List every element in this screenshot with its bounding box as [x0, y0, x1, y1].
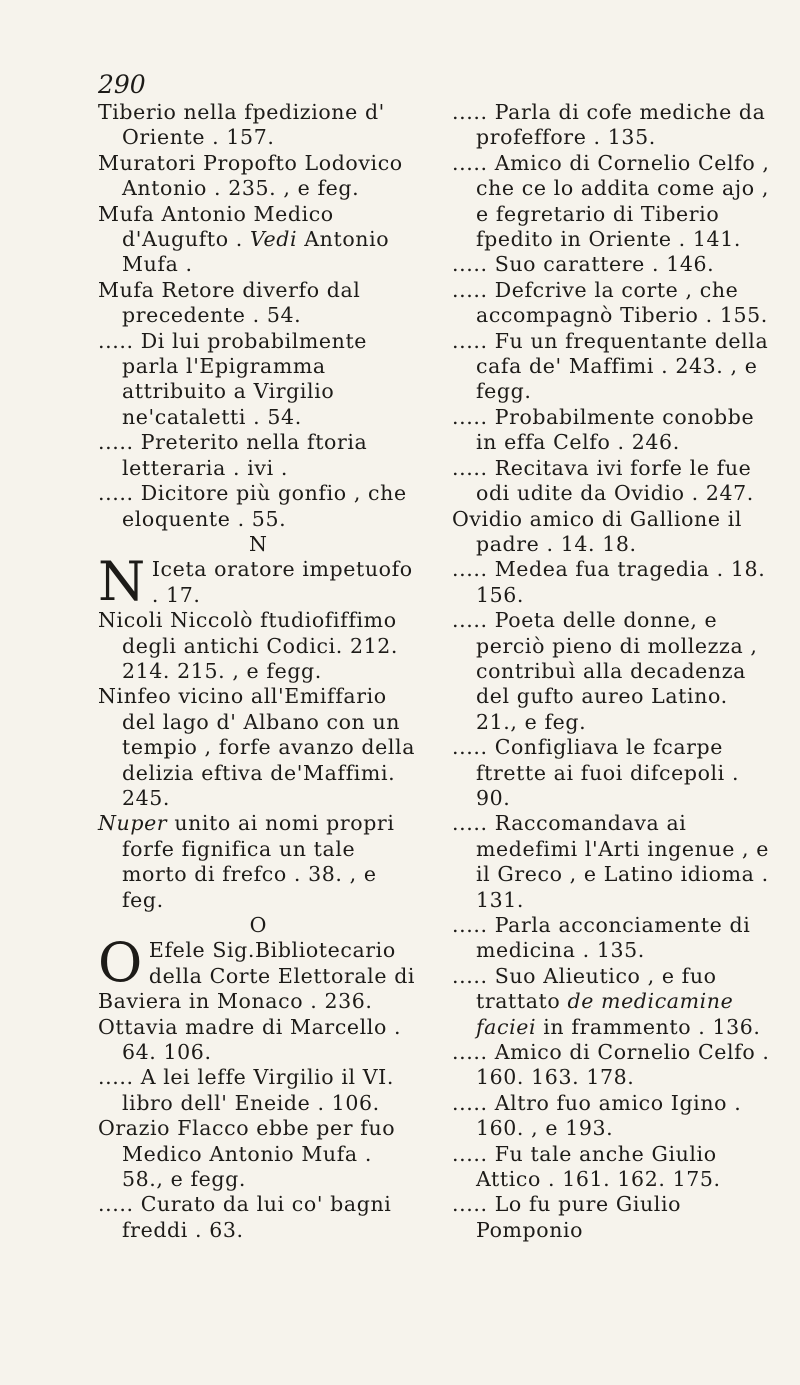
section-letter: N — [249, 531, 267, 556]
index-entry: ..... Preterito nella ftoria letteraria . ivi . — [98, 430, 368, 480]
index-entry: ..... A lei leffe Virgilio il VI. libro dell' Eneide . 106. — [98, 1065, 394, 1115]
entry-text: Efele Sig.Bibliotecario della Corte Elettorale di Baviera in Monaco . 236. — [98, 938, 416, 1014]
index-entry: ..... Raccomandava ai medefimi l'Arti ingenue , e il Greco , e Latino idioma . 131. — [452, 811, 770, 912]
index-entry: ..... Amico di Cornelio Celfo . 160. 163. 178. — [452, 1040, 770, 1090]
entry-italic-text: de medicamine faciei — [476, 989, 734, 1039]
index-entry: ..... Recitava ivi forfe le fue odi udite da Ovidio . 247. — [452, 455, 754, 506]
index-entry: Tiberio nella fpedizione d' Oriente . 157. — [98, 100, 385, 150]
index-entry: ..... Lo fu pure Giulio Pomponio — [452, 1192, 682, 1242]
index-entry: ..... Fu tale anche Giulio Attico . 161. 162. 175. — [452, 1141, 721, 1192]
index-entry: ..... Altro fuo amico Igino . 160. , e 193. — [452, 1090, 742, 1141]
entry-text: ..... Suo Alieutico , e fuo trattato — [452, 963, 717, 1014]
index-entry: ..... Parla acconciamente di medicina . 135. — [452, 913, 751, 963]
index-entry — [98, 811, 418, 913]
index-entry: Ninfeo vicino all'Emiffario del lago d' Albano con un tempio , forfe avanzo della delizia eftiva de'Maffimi. 245. — [98, 684, 416, 810]
section-letter: O — [249, 913, 267, 937]
entry-text: Mufa Antonio Medico d'Augufto . — [98, 201, 334, 252]
entry-text: Iceta oratore impetuofo . 17. — [151, 557, 413, 607]
index-entry: ..... Medea fua tragedia . 18. 156. — [452, 557, 766, 607]
index-entry: Ovidio amico di Gallione il padre . 14. 18. — [452, 506, 743, 556]
index-entry: ..... Suo carattere . 146. — [452, 252, 715, 277]
index-entry: Orazio Flacco ebbe per fuo Medico Antonio Mufa . 58., e fegg. — [98, 1116, 396, 1192]
index-entry: ..... Fu un frequentante della cafa de' Maffimi . 243. , e fegg. — [452, 328, 769, 404]
index-entry: ..... Poeta delle donne, e perciò pieno di mollezza , contribuì alla decadenza del gufto aureo Latino. 21., e feg. — [452, 608, 758, 734]
index-entry — [452, 964, 770, 1040]
index-entry: Muratori Propofto Lodovico Antonio . 235. , e feg. — [98, 150, 403, 201]
index-column-right — [452, 100, 770, 1243]
drop-cap: O — [98, 931, 143, 995]
index-entry: ..... Dicitore più gonfio , che eloquente . 55. — [98, 481, 407, 531]
index-column-left — [98, 100, 418, 1243]
index-entry: ..... Configliava le fcarpe ftrette ai fuoi difcepoli . 90. — [452, 735, 740, 810]
entry-text: unito ai nomi propri forfe fignifica un tale morto di frefco . 38. , e feg. — [122, 811, 395, 912]
page-number: 290 — [98, 70, 146, 99]
index-entry: ..... Probabilmente conobbe in effa Celfo . 246. — [452, 404, 755, 455]
index-entry: ..... Di lui probabilmente parla l'Epigramma attribuito a Virgilio ne'cataletti . 54. — [98, 328, 368, 429]
entry-text: in frammento . 136. — [536, 1014, 761, 1039]
index-entry: ..... Parla di cofe mediche da profeffore . 135. — [452, 100, 766, 150]
drop-cap: N — [98, 550, 146, 614]
entry-text: Antonio Mufa . — [122, 227, 390, 277]
index-entry — [98, 931, 418, 1014]
index-entry: Mufa Retore diverfo dal precedente . 54. — [98, 277, 361, 328]
index-entry: ..... Defcrive la corte , che accompagnò Tiberio . 155. — [452, 277, 768, 328]
index-entry — [98, 202, 418, 278]
entry-italic-text: Nuper — [98, 811, 168, 836]
index-entry — [98, 550, 418, 614]
index-entry: Nicoli Niccolò ftudiofiffimo degli antichi Codici. 212. 214. 215. , e fegg. — [98, 608, 399, 683]
index-entry: Ottavia madre di Marcello . 64. 106. — [98, 1014, 402, 1065]
index-entry: ..... Amico di Cornelio Celfo , che ce lo addita come ajo , e fegretario di Tiberio fpedito in Oriente . 141. — [452, 150, 770, 252]
index-entry: ..... Curato da lui co' bagni freddi . 63. — [98, 1192, 392, 1242]
entry-italic-text: Vedi — [250, 227, 298, 252]
